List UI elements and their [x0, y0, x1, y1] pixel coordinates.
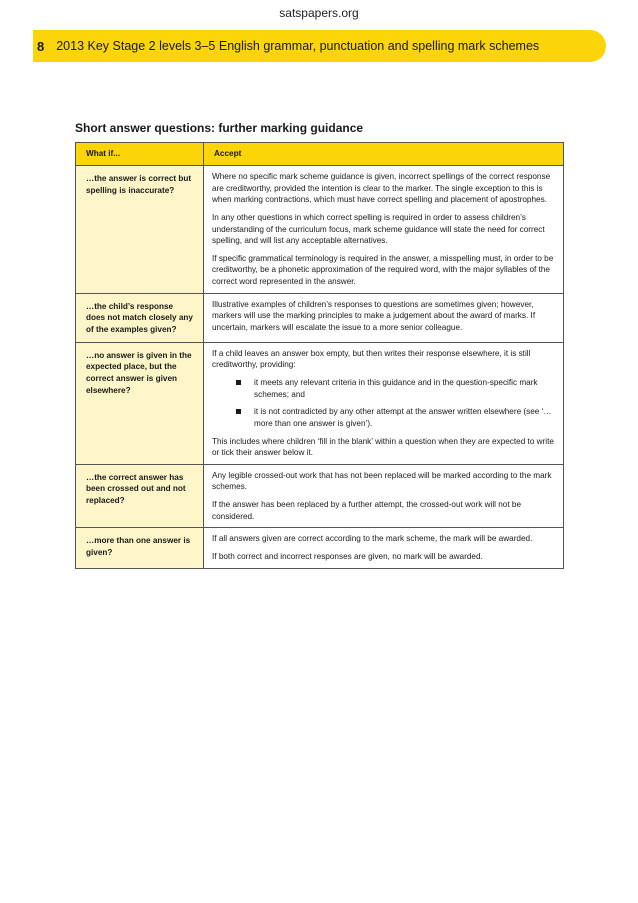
document-title: 2013 Key Stage 2 levels 3–5 English grammar, punctuation and spelling mark schemes: [56, 39, 540, 53]
page-number: 8: [37, 38, 45, 54]
marking-guidance-table: [75, 142, 564, 569]
guidance-paragraph: Where no specific mark scheme guidance is given, incorrect spellings of the correct response are creditworthy, provided the intention is clear to the marker. The single exception to this is when marking contractions, which must have correct spelling and placement of apostrophes.: [212, 172, 551, 205]
site-watermark: satspapers.org: [279, 6, 359, 20]
list-item: [236, 377, 555, 400]
list-item: [236, 406, 555, 429]
row-question: …the correct answer has been crossed out and not replaced?: [76, 464, 204, 528]
guidance-paragraph: Illustrative examples of children’s responses to questions are sometimes given; however, markers will use the marking principles to make a judgement about the award of marks. If uncertain, markers will escalate the issue to a more senior colleague.: [212, 299, 536, 333]
guidance-paragraph: This includes where children ‘fill in the blank’ within a question when they are expected to write or tick their answer below it.: [212, 436, 554, 458]
table-header-row: [76, 143, 564, 166]
row-question: …no answer is given in the expected place, but the correct answer is given elsewhere?: [76, 342, 204, 464]
header-what-if: What if...: [76, 143, 204, 166]
row-guidance: [204, 293, 564, 342]
guidance-paragraph: Any legible crossed-out work that has not been replaced will be marked according to the mark schemes.: [212, 470, 552, 492]
row-guidance: [204, 528, 564, 568]
table-row: [76, 528, 564, 568]
table-row: [76, 342, 564, 464]
table-row: [76, 166, 564, 294]
section-title: Short answer questions: further marking guidance: [75, 121, 364, 135]
guidance-paragraph: If all answers given are correct according to the mark scheme, the mark will be awarded.: [212, 534, 533, 544]
row-guidance: [204, 464, 564, 528]
criteria-list: [212, 377, 555, 430]
square-bullet-icon: [236, 409, 241, 414]
header-accept: Accept: [204, 143, 564, 166]
table-row: [76, 293, 564, 342]
guidance-paragraph: In any other questions in which correct spelling is required in order to assess children’s understanding of the curriculum focus, mark scheme guidance will state the need for correct spelling, and will list any acceptable alternatives.: [212, 212, 545, 246]
row-question: …the answer is correct but spelling is inaccurate?: [76, 166, 204, 294]
row-question: …more than one answer is given?: [76, 528, 204, 568]
row-guidance: [204, 342, 564, 464]
guidance-paragraph: If a child leaves an answer box empty, but then writes their response elsewhere, it is still creditworthy, providing:: [212, 348, 531, 370]
header-banner: [33, 30, 606, 62]
row-question: …the child’s response does not match closely any of the examples given?: [76, 293, 204, 342]
guidance-paragraph: If both correct and incorrect responses are given, no mark will be awarded.: [212, 552, 483, 562]
table-row: [76, 464, 564, 528]
row-guidance: [204, 166, 564, 294]
guidance-paragraph: If the answer has been replaced by a further attempt, the crossed-out work will not be considered.: [212, 500, 522, 521]
square-bullet-icon: [236, 380, 241, 385]
guidance-paragraph: If specific grammatical terminology is required in the answer, a misspelling must, in order to be creditworthy, be a phonetic approximation of the required word, with the major syllables of the correct word represented in the answer.: [212, 253, 554, 287]
list-item-text: it meets any relevant criteria in this guidance and in the question-specific mark schemes; and: [254, 377, 538, 399]
list-item-text: it is not contradicted by any other attempt at the answer written elsewhere (see ‘…more than one answer is given’).: [254, 407, 552, 428]
